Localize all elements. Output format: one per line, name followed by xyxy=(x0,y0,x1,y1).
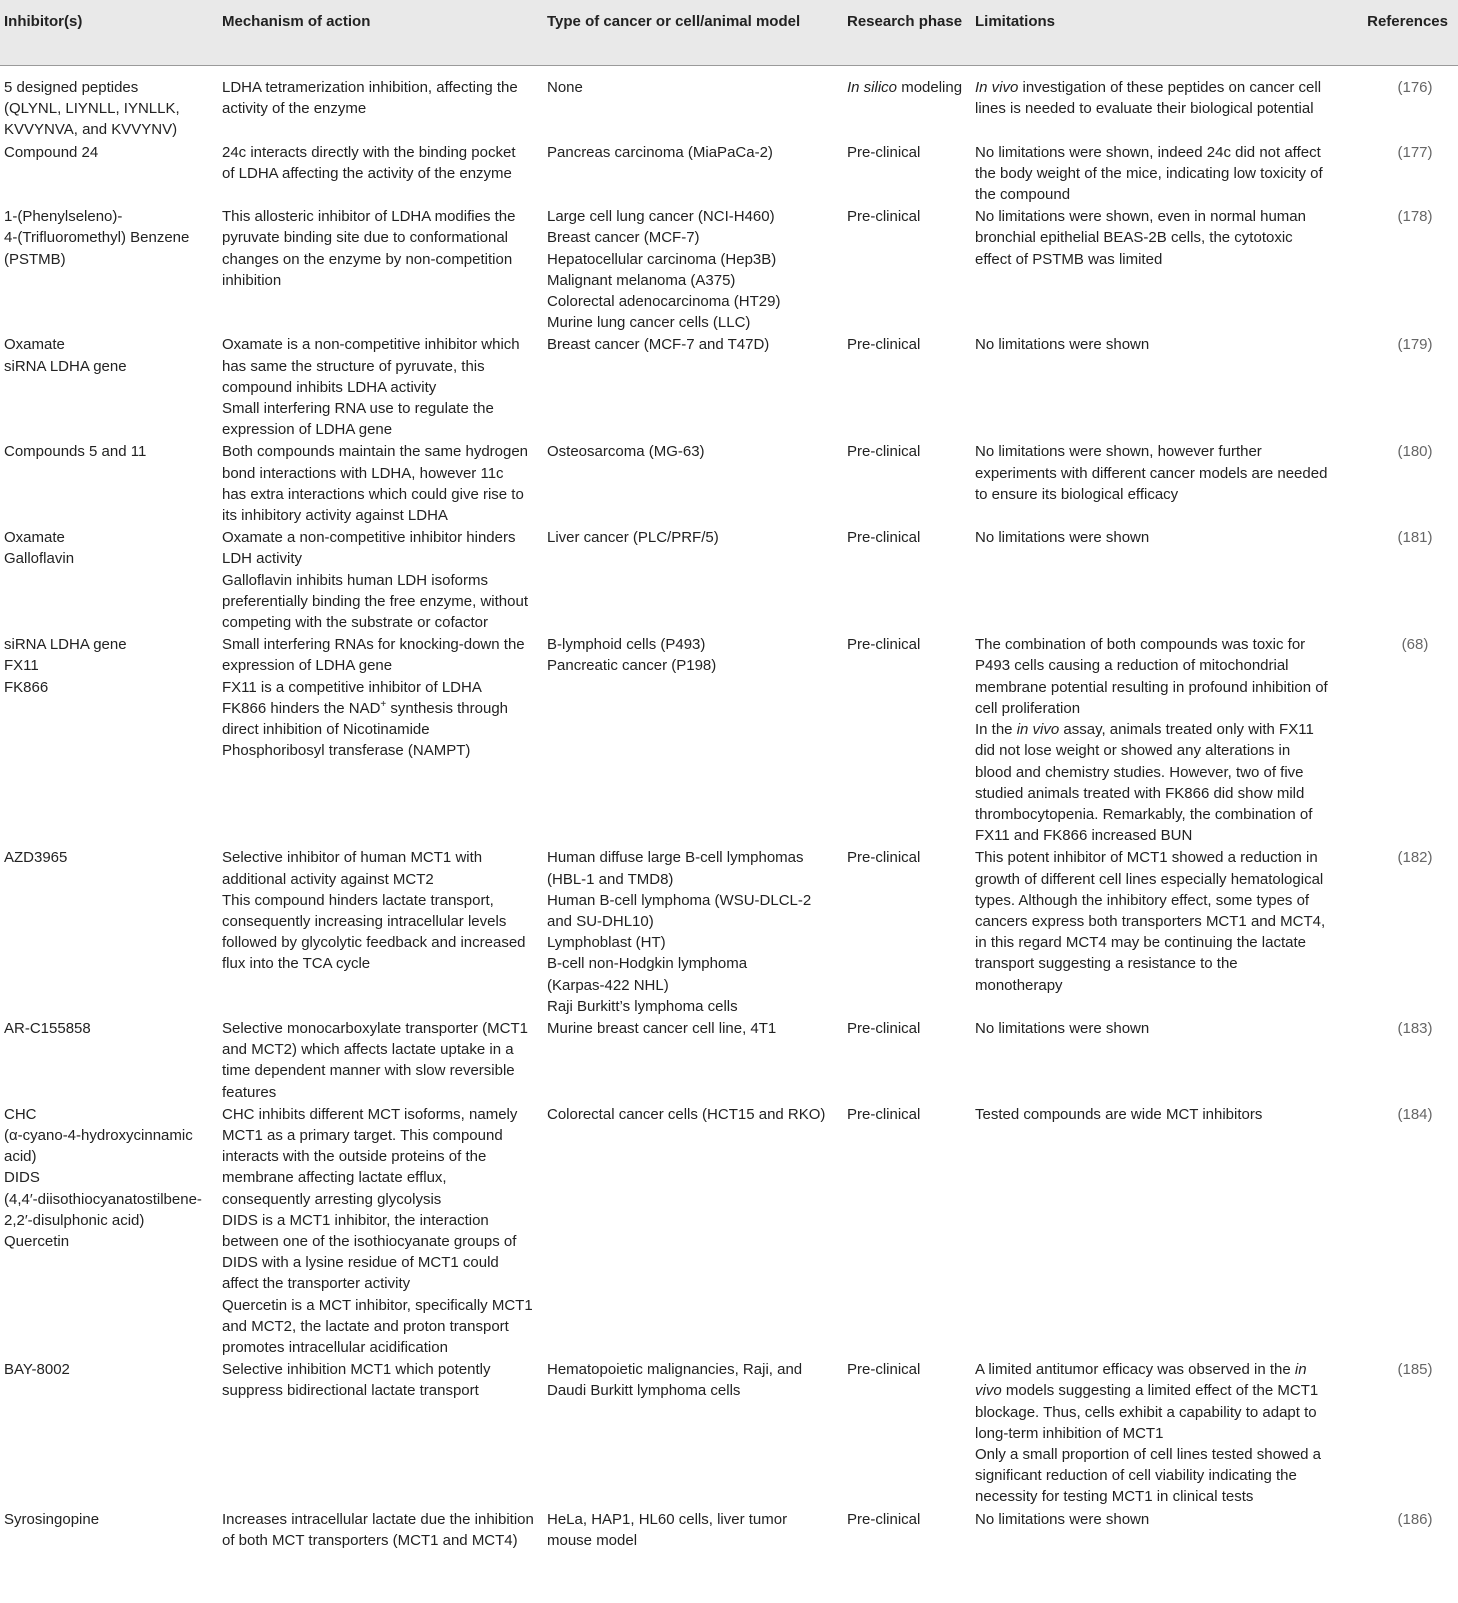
limitations-line xyxy=(975,77,1354,98)
limitations-line: membrane potential resulting in profound inhibition of xyxy=(975,678,1328,696)
cell-cancer-type xyxy=(543,440,843,526)
phase-line xyxy=(847,206,967,227)
table-row xyxy=(0,66,1458,141)
cell-mechanism xyxy=(218,1103,543,1358)
cell-research-phase xyxy=(843,1017,971,1103)
reference-link[interactable]: (178) xyxy=(1397,208,1433,226)
table-body xyxy=(0,66,1458,1552)
mechanism-line: 24c interacts directly with the binding pocket xyxy=(222,143,516,161)
limitations-line: effect of PSTMB was limited xyxy=(975,250,1163,268)
mechanism-line: inhibition xyxy=(222,271,282,289)
inhibitor-line: Compound 24 xyxy=(4,143,99,161)
cell-mechanism xyxy=(218,846,543,1017)
mechanism-line: Oxamate is a non-competitive inhibitor which xyxy=(222,336,520,354)
cell-limitations xyxy=(971,846,1358,1017)
reference-link[interactable]: (68) xyxy=(1401,636,1429,654)
inhibitor-line: FK866 xyxy=(4,678,49,696)
limitations-line: experiments with different cancer models are needed xyxy=(975,464,1328,482)
phase-text: modeling xyxy=(897,79,963,96)
cell-cancer-type xyxy=(543,66,843,141)
cell-cancer-type xyxy=(543,1508,843,1551)
limitations-line: monotherapy xyxy=(975,976,1063,994)
mechanism-line: This compound hinders lactate transport, xyxy=(222,891,494,909)
phase-line xyxy=(847,1018,967,1039)
cancer-line: Lymphoblast (HT) xyxy=(547,934,666,952)
limitations-line: transport suggesting a resistance to the xyxy=(975,955,1238,973)
header-research-phase: Research phase xyxy=(847,13,963,30)
phase-line xyxy=(847,847,967,868)
cell-inhibitors xyxy=(0,633,218,846)
cancer-line: and SU-DHL10) xyxy=(547,912,654,930)
cell-limitations xyxy=(971,1358,1358,1507)
reference-link[interactable]: (179) xyxy=(1397,336,1433,354)
limitations-line: blood and chemistry studies. However, two of five xyxy=(975,763,1304,781)
phase-line xyxy=(847,77,967,98)
cancer-line: Murine breast cancer cell line, 4T1 xyxy=(547,1019,777,1037)
cancer-line: HeLa, HAP1, HL60 cells, liver tumor xyxy=(547,1510,788,1528)
cancer-line: Liver cancer (PLC/PRF/5) xyxy=(547,529,719,547)
cell-limitations xyxy=(971,141,1358,206)
table-row xyxy=(0,1508,1458,1551)
limitations-text: models suggesting a limited effect of the MCT1 xyxy=(1001,1382,1319,1400)
phase-text: Pre-clinical xyxy=(847,143,921,161)
mechanism-line: expression of LDHA gene xyxy=(222,421,393,439)
table-row xyxy=(0,205,1458,333)
inhibitor-line: Oxamate xyxy=(4,336,65,354)
phase-text: Pre-clinical xyxy=(847,1361,921,1379)
inhibitor-line: 4-(Trifluoromethyl) Benzene xyxy=(4,229,190,247)
mechanism-line: Selective inhibitor of human MCT1 with xyxy=(222,849,483,867)
cancer-line: mouse model xyxy=(547,1531,638,1549)
cell-research-phase xyxy=(843,66,971,141)
mechanism-line: of both MCT transporters (MCT1 and MCT4) xyxy=(222,1531,518,1549)
cell-cancer-type xyxy=(543,1103,843,1358)
limitations-line: No limitations were shown, indeed 24c did not affect xyxy=(975,143,1321,161)
table-row xyxy=(0,526,1458,633)
mechanism-line: Small interfering RNAs for knocking-down the xyxy=(222,636,525,654)
cell-cancer-type xyxy=(543,846,843,1017)
inhibitor-line: 1-(Phenylseleno)- xyxy=(4,208,123,226)
cell-inhibitors xyxy=(0,1103,218,1358)
mechanism-line: competing with the substrate or cofactor xyxy=(222,614,488,632)
mechanism-line: time dependent manner with slow reversible xyxy=(222,1062,515,1080)
limitations-line: did not lose weight or showed any alterations in xyxy=(975,742,1291,760)
cancer-line: B-lymphoid cells (P493) xyxy=(547,636,706,654)
limitations-line: lines is needed to evaluate their biological potential xyxy=(975,100,1314,118)
table-row xyxy=(0,440,1458,526)
phase-text: Pre-clinical xyxy=(847,529,921,547)
cancer-line: Colorectal cancer cells (HCT15 and RKO) xyxy=(547,1105,826,1123)
inhibitor-line: (α-cyano-4-hydroxycinnamic xyxy=(4,1126,193,1144)
inhibitor-line: Syrosingopine xyxy=(4,1510,100,1528)
limitations-line: Only a small proportion of cell lines tested showed a xyxy=(975,1446,1322,1463)
cell-inhibitors xyxy=(0,1508,218,1551)
mechanism-line: FX11 is a competitive inhibitor of LDHA xyxy=(222,678,482,696)
limitations-italic: in xyxy=(1294,1361,1307,1379)
inhibitor-line: AZD3965 xyxy=(4,849,68,867)
cancer-line: Murine lung cancer cells (LLC) xyxy=(547,314,751,332)
limitations-line: blockage. Thus, cells exhibit a capability to adapt to xyxy=(975,1403,1317,1421)
cell-research-phase xyxy=(843,141,971,206)
mechanism-line: Both compounds maintain the same hydrogen xyxy=(222,443,529,461)
mechanism-text: FK866 hinders the NAD xyxy=(222,699,381,717)
mechanism-line: Oxamate a non-competitive inhibitor hinders xyxy=(222,529,516,547)
limitations-line: This potent inhibitor of MCT1 showed a reduction in xyxy=(975,849,1318,867)
reference-link[interactable]: (184) xyxy=(1397,1105,1433,1123)
limitations-line: No limitations were shown xyxy=(975,529,1150,547)
mechanism-line: expression of LDHA gene xyxy=(222,657,393,675)
limitations-line: cancers express both transporters MCT1 and MCT4, xyxy=(975,912,1326,930)
limitations-line: in this regard MCT4 may be continuing the lactate xyxy=(975,934,1307,952)
table-row xyxy=(0,1017,1458,1103)
mechanism-line: pyruvate binding site due to conformational xyxy=(222,229,509,247)
mechanism-line: consequently increasing intracellular levels xyxy=(222,912,507,930)
limitations-line: growth of different cell lines especially hematological xyxy=(975,870,1324,888)
cell-limitations xyxy=(971,1103,1358,1358)
phase-line xyxy=(847,527,967,548)
phase-text: Pre-clinical xyxy=(847,208,921,226)
mechanism-line: This allosteric inhibitor of LDHA modifies the xyxy=(222,208,516,226)
limitations-italic: In vivo xyxy=(975,79,1019,96)
mechanism-line: flux into the TCA cycle xyxy=(222,955,371,973)
cell-research-phase xyxy=(843,1103,971,1358)
cell-mechanism xyxy=(218,66,543,141)
cell-mechanism xyxy=(218,333,543,440)
cancer-line: Breast cancer (MCF-7) xyxy=(547,229,700,247)
cancer-line: Breast cancer (MCF-7 and T47D) xyxy=(547,336,770,354)
table-row xyxy=(0,333,1458,440)
cell-cancer-type xyxy=(543,1017,843,1103)
cell-mechanism xyxy=(218,633,543,846)
cell-limitations xyxy=(971,633,1358,846)
inhibitor-line: siRNA LDHA gene xyxy=(4,357,127,375)
cell-mechanism xyxy=(218,440,543,526)
mechanism-line: changes on the enzyme by non-competition xyxy=(222,250,513,268)
cell-inhibitors xyxy=(0,1017,218,1103)
phase-text: Pre-clinical xyxy=(847,443,921,461)
mechanism-line: affect the transporter activity xyxy=(222,1275,411,1293)
cancer-line: Colorectal adenocarcinoma (HT29) xyxy=(547,293,781,311)
inhibitor-line: KVVYNVA, and KVVYNV) xyxy=(4,121,178,139)
cell-research-phase xyxy=(843,526,971,633)
table-header-row xyxy=(0,0,1458,66)
cell-inhibitors xyxy=(0,526,218,633)
mechanism-line: Quercetin is a MCT inhibitor, specifically MCT1 xyxy=(222,1296,533,1314)
mechanism-line: has extra interactions which could give rise to xyxy=(222,485,524,503)
inhibitor-line: DIDS xyxy=(4,1169,40,1187)
cell-limitations xyxy=(971,1508,1358,1551)
cell-inhibitors xyxy=(0,333,218,440)
reference-link[interactable]: (185) xyxy=(1397,1361,1433,1379)
mechanism-line: interacts with the outside proteins of the xyxy=(222,1148,487,1166)
mechanism-line: MCT1 as a primary target. This compound xyxy=(222,1126,503,1144)
limitations-line: No limitations were shown xyxy=(975,336,1150,354)
mechanism-line: followed by glycolytic feedback and increased xyxy=(222,934,526,952)
mechanism-line: DIDS with a lysine residue of MCT1 could xyxy=(222,1254,499,1272)
mechanism-line: features xyxy=(222,1083,277,1101)
table-row xyxy=(0,1103,1458,1358)
phase-italic: In silico xyxy=(847,79,898,96)
limitations-text: investigation of these peptides on cancer cell xyxy=(1018,79,1322,96)
phase-text: Pre-clinical xyxy=(847,636,921,654)
inhibitor-line: 5 designed peptides xyxy=(4,79,139,96)
mechanism-line: Selective inhibition MCT1 which potently xyxy=(222,1361,491,1379)
limitations-line: the body weight of the mice, indicating low toxicity of xyxy=(975,164,1323,182)
phase-text: Pre-clinical xyxy=(847,336,921,354)
cell-mechanism xyxy=(218,1358,543,1507)
cell-cancer-type xyxy=(543,333,843,440)
inhibitor-line: Quercetin xyxy=(4,1232,70,1250)
mechanism-line: Selective monocarboxylate transporter (MCT1 xyxy=(222,1019,528,1037)
cancer-line: Pancreas carcinoma (MiaPaCa-2) xyxy=(547,143,773,161)
limitations-line: thrombocytopenia. Remarkably, the combination of xyxy=(975,805,1313,823)
limitations-line: No limitations were shown xyxy=(975,1019,1150,1037)
mechanism-line: consequently arresting glycolysis xyxy=(222,1190,442,1208)
mechanism-line: its inhibitory activity against LDHA xyxy=(222,507,448,525)
reference-link[interactable]: (183) xyxy=(1397,1019,1433,1037)
cell-inhibitors xyxy=(0,141,218,206)
mechanism-line: preferentially binding the free enzyme, without xyxy=(222,592,529,610)
cell-research-phase xyxy=(843,333,971,440)
limitations-text: A limited antitumor efficacy was observed in the xyxy=(975,1361,1295,1379)
mechanism-line: bond interactions with LDHA, however 11c xyxy=(222,464,504,482)
cell-research-phase xyxy=(843,440,971,526)
cell-inhibitors xyxy=(0,846,218,1017)
limitations-text: In the xyxy=(975,721,1017,739)
mechanism-line: Increases intracellular lactate due the inhibition xyxy=(222,1510,534,1528)
phase-line xyxy=(847,634,967,655)
limitations-line: No limitations were shown xyxy=(975,1510,1150,1528)
table-row xyxy=(0,141,1458,206)
mechanism-line: compound inhibits LDHA activity xyxy=(222,378,437,396)
phase-line xyxy=(847,334,967,355)
inhibitor-line: AR-C155858 xyxy=(4,1019,91,1037)
reference-link[interactable]: (180) xyxy=(1397,443,1433,461)
limitations-line: Tested compounds are wide MCT inhibitors xyxy=(975,1105,1263,1123)
inhibitor-line: siRNA LDHA gene xyxy=(4,636,127,654)
cell-cancer-type xyxy=(543,141,843,206)
cell-limitations xyxy=(971,526,1358,633)
cell-limitations xyxy=(971,1017,1358,1103)
limitations-line: bronchial epithelial BEAS-2B cells, the cytotoxic xyxy=(975,229,1293,247)
mechanism-line: Small interfering RNA use to regulate the xyxy=(222,400,494,418)
inhibitor-line: (4,4′-diisothiocyanatostilbene- xyxy=(4,1190,202,1208)
limitations-text: assay, animals treated only with FX11 xyxy=(1059,721,1314,739)
inhibitor-line: CHC xyxy=(4,1105,37,1123)
cell-research-phase xyxy=(843,205,971,333)
phase-text: Pre-clinical xyxy=(847,1510,921,1528)
limitations-line: The combination of both compounds was toxic for xyxy=(975,636,1306,654)
mechanism-line: of LDHA affecting the activity of the enzyme xyxy=(222,164,512,182)
mechanism-line: direct inhibition of Nicotinamide xyxy=(222,721,430,739)
reference-link[interactable]: (181) xyxy=(1397,529,1433,547)
phase-text: Pre-clinical xyxy=(847,849,921,867)
table-row xyxy=(0,1358,1458,1507)
cancer-line: B-cell non-Hodgkin lymphoma xyxy=(547,955,748,973)
cell-research-phase xyxy=(843,1358,971,1507)
inhibitor-line: (PSTMB) xyxy=(4,250,66,268)
cancer-line: Raji Burkitt’s lymphoma cells xyxy=(547,997,738,1015)
limitations-line: cell proliferation xyxy=(975,699,1081,717)
mechanism-line: Galloflavin inhibits human LDH isoforms xyxy=(222,571,488,589)
limitations-line: P493 cells causing a reduction of mitochondrial xyxy=(975,657,1289,675)
header-limitations: Limitations xyxy=(975,13,1056,30)
cancer-line: Malignant melanoma (A375) xyxy=(547,271,736,289)
mechanism-line: suppress bidirectional lactate transport xyxy=(222,1382,479,1400)
cancer-line: (Karpas-422 NHL) xyxy=(547,976,669,994)
cell-limitations xyxy=(971,333,1358,440)
inhibitor-line: Compounds 5 and 11 xyxy=(4,443,147,461)
limitations-line: No limitations were shown, however further xyxy=(975,443,1262,461)
table-row xyxy=(0,633,1458,846)
cell-cancer-type xyxy=(543,526,843,633)
cell-cancer-type xyxy=(543,1358,843,1507)
cell-limitations xyxy=(971,205,1358,333)
header-cancer-type: Type of cancer or cell/animal model xyxy=(547,13,801,30)
cell-limitations xyxy=(971,66,1358,141)
limitations-line: studied animals treated with FK866 did show mild xyxy=(975,784,1305,802)
limitations-italic: vivo xyxy=(975,1382,1002,1400)
limitations-line: FX11 and FK866 increased BUN xyxy=(975,827,1193,845)
inhibitor-line: Galloflavin xyxy=(4,550,75,568)
cell-cancer-type xyxy=(543,633,843,846)
cancer-line: Human diffuse large B-cell lymphomas xyxy=(547,849,804,867)
mechanism-line: LDHA tetramerization inhibition, affecting the xyxy=(222,79,518,96)
mechanism-line: LDH activity xyxy=(222,550,303,568)
cell-mechanism xyxy=(218,526,543,633)
mechanism-line: CHC inhibits different MCT isoforms, namely xyxy=(222,1105,518,1123)
header-inhibitors: Inhibitor(s) xyxy=(4,13,83,30)
cell-research-phase xyxy=(843,846,971,1017)
cell-inhibitors xyxy=(0,1358,218,1507)
mechanism-line: and MCT2) which affects lactate uptake in a xyxy=(222,1041,514,1059)
inhibitor-line: BAY-8002 xyxy=(4,1361,70,1379)
reference-link[interactable]: (177) xyxy=(1397,143,1433,161)
cancer-line: Pancreatic cancer (P198) xyxy=(547,657,717,675)
mechanism-line: and MCT2, the lactate and proton transport xyxy=(222,1317,509,1335)
phase-line xyxy=(847,441,967,462)
limitations-line xyxy=(975,1380,1354,1401)
superscript-plus: + xyxy=(380,698,387,710)
reference-link[interactable]: (182) xyxy=(1397,849,1433,867)
limitations-line xyxy=(975,719,1354,740)
phase-text: Pre-clinical xyxy=(847,1105,921,1123)
header-references: References xyxy=(1367,13,1448,30)
limitations-line: long-term inhibition of MCT1 xyxy=(975,1424,1164,1442)
inhibitor-line: Oxamate xyxy=(4,529,65,547)
phase-line xyxy=(847,1359,967,1380)
cancer-line: Large cell lung cancer (NCI-H460) xyxy=(547,208,775,226)
cell-inhibitors xyxy=(0,205,218,333)
cell-limitations xyxy=(971,440,1358,526)
phase-line xyxy=(847,1104,967,1125)
mechanism-line: between one of the isothiocyanate groups of xyxy=(222,1232,517,1250)
cancer-line: None xyxy=(547,79,583,96)
mechanism-line xyxy=(222,698,539,719)
limitations-italic: in vivo xyxy=(1016,721,1060,739)
mechanism-line: Phosphoribosyl transferase (NAMPT) xyxy=(222,742,471,760)
cell-research-phase xyxy=(843,1508,971,1551)
limitations-line: to ensure its biological efficacy xyxy=(975,485,1179,503)
cancer-line: Human B-cell lymphoma (WSU-DLCL-2 xyxy=(547,891,812,909)
mechanism-line: additional activity against MCT2 xyxy=(222,870,434,888)
limitations-line: types. Although the inhibitory effect, some types of xyxy=(975,891,1310,909)
phase-text: Pre-clinical xyxy=(847,1019,921,1037)
cell-mechanism xyxy=(218,205,543,333)
cancer-line: Daudi Burkitt lymphoma cells xyxy=(547,1382,741,1400)
mechanism-line: membrane affecting lactate efflux, xyxy=(222,1169,447,1187)
cell-research-phase xyxy=(843,633,971,846)
limitations-line: necessity for testing MCT1 in clinical tests xyxy=(975,1488,1254,1506)
cell-mechanism xyxy=(218,1017,543,1103)
table-row xyxy=(0,846,1458,1017)
cell-mechanism xyxy=(218,1508,543,1551)
cancer-line: Osteosarcoma (MG-63) xyxy=(547,443,705,461)
phase-line xyxy=(847,1509,967,1530)
inhibitor-line: (QLYNL, LIYNLL, IYNLLK, xyxy=(4,100,180,118)
mechanism-text: synthesis through xyxy=(386,699,509,717)
inhibitor-line: acid) xyxy=(4,1148,37,1166)
cancer-line: Hepatocellular carcinoma (Hep3B) xyxy=(547,250,777,268)
cell-inhibitors xyxy=(0,440,218,526)
mechanism-line: has same the structure of pyruvate, this xyxy=(222,357,485,375)
cancer-line: (HBL-1 and TMD8) xyxy=(547,870,674,888)
inhibitor-line: FX11 xyxy=(4,657,39,675)
cell-mechanism xyxy=(218,141,543,206)
reference-link[interactable]: (176) xyxy=(1397,79,1433,96)
limitations-line: the compound xyxy=(975,186,1071,204)
mechanism-line: DIDS is a MCT1 inhibitor, the interaction xyxy=(222,1211,489,1229)
limitations-line: significant reduction of cell viability indicating the xyxy=(975,1467,1297,1485)
phase-line xyxy=(847,142,967,163)
cell-inhibitors xyxy=(0,66,218,141)
inhibitor-line: 2,2′-disulphonic acid) xyxy=(4,1211,145,1229)
mechanism-line: activity of the enzyme xyxy=(222,100,367,118)
cancer-line: Hematopoietic malignancies, Raji, and xyxy=(547,1361,803,1379)
mechanism-line: promotes intracellular acidification xyxy=(222,1338,448,1356)
header-mechanism: Mechanism of action xyxy=(222,13,371,30)
reference-link[interactable]: (186) xyxy=(1397,1510,1433,1528)
limitations-line: No limitations were shown, even in normal human xyxy=(975,208,1306,226)
limitations-line xyxy=(975,1359,1354,1380)
cell-cancer-type xyxy=(543,205,843,333)
